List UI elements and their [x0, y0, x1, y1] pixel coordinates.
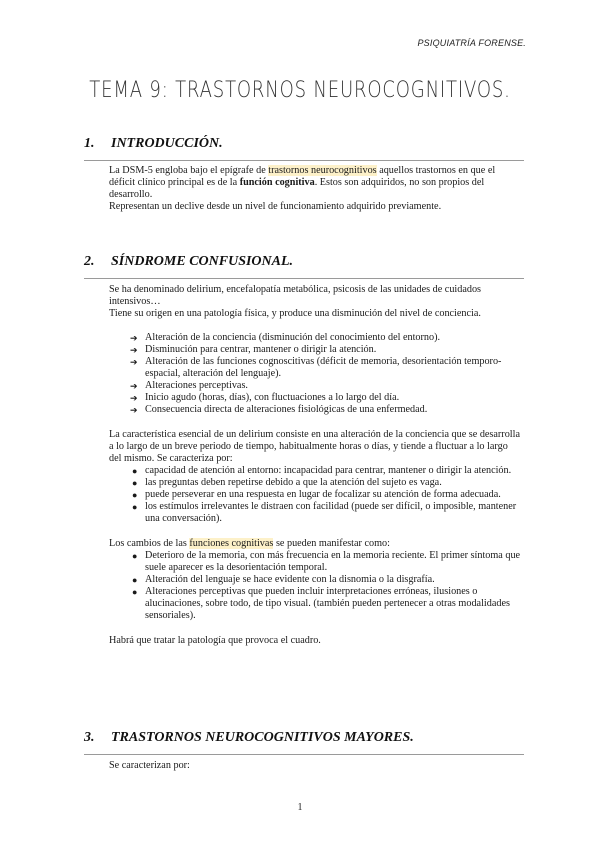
- bullet-icon: ●: [132, 490, 138, 500]
- list-item: ➔ Consecuencia directa de alteraciones fisiológicas de una enfermedad.: [130, 404, 428, 415]
- section-body-trastornos-mayores: [109, 760, 521, 772]
- list-item: ● los estímulos irrelevantes le distraen con facilidad (puede ser difícil, o imposible, mantener una conversación).: [132, 501, 517, 524]
- highlighted-term: funciones cognitivas: [189, 538, 274, 549]
- header-subject: PSIQUIATRÍA FORENSE.: [417, 38, 526, 48]
- paragraph: La característica esencial de un delirium consiste en una alteración de la conciencia que se desarrolla a lo largo de un breve periodo de tiempo, habitualmente horas o días, y tiende a fluctuar a lo largo del mismo. Se caracteriza por:: [109, 429, 520, 464]
- highlighted-term: trastornos neurocognitivos: [268, 165, 377, 176]
- list-item: ➔ Alteraciones perceptivas.: [130, 380, 248, 391]
- section-number: 2.: [84, 254, 95, 269]
- arrow-icon: ➔: [130, 405, 138, 415]
- paragraph: La DSM-5 engloba bajo el epígrafe de trastornos neurocognitivos aquellos trastornos en que el déficit clínico principal es de la función cognitiva. Estos son adquiridos, no son propios del desarrollo.: [109, 165, 496, 200]
- paragraph: Los cambios de las funciones cognitivas se pueden manifestar como:: [109, 538, 390, 549]
- section-body-sindrome-confusional: [109, 284, 521, 647]
- bullet-icon: ●: [132, 587, 138, 597]
- bullet-list: [109, 550, 521, 622]
- section-number: 3.: [84, 730, 95, 745]
- bullet-icon: ●: [132, 575, 138, 585]
- bullet-icon: ●: [132, 478, 138, 488]
- page-title: TEMA 9: TRASTORNOS NEUROCOGNITIVOS.: [89, 78, 511, 103]
- list-item: ● puede perseverar en una respuesta en lugar de focalizar su atención de forma adecuada.: [132, 489, 501, 500]
- section-heading-introduccion: [84, 136, 524, 161]
- list-item: ● las preguntas deben repetirse debido a que la atención del sujeto es vaga.: [132, 477, 442, 488]
- paragraph: Tiene su origen en una patología física, y produce una disminución del nivel de conciencia.: [109, 308, 481, 319]
- page-number: 1: [297, 802, 303, 813]
- section-title: TRASTORNOS NEUROCOGNITIVOS MAYORES.: [111, 730, 414, 745]
- bullet-list: [109, 465, 521, 525]
- arrow-icon: ➔: [130, 333, 138, 343]
- paragraph: Representan un declive desde un nivel de funcionamiento adquirido previamente.: [109, 201, 442, 212]
- paragraph: Habrá que tratar la patología que provoca el cuadro.: [109, 635, 321, 646]
- list-item: ● Deterioro de la memoria, con más frecuencia en la memoria reciente. El primer síntoma que suele aparecer es la desorientación temporal.: [132, 550, 521, 573]
- paragraph: Se caracterizan por:: [109, 760, 190, 771]
- arrow-icon: ➔: [130, 393, 138, 403]
- section-heading-trastornos-mayores: [84, 730, 524, 755]
- section-heading-sindrome-confusional: [84, 254, 524, 279]
- section-number: 1.: [84, 136, 95, 151]
- arrow-icon: ➔: [130, 357, 138, 367]
- bold-term: función cognitiva: [239, 177, 315, 188]
- list-item: ➔ Inicio agudo (horas, días), con fluctuaciones a lo largo del día.: [130, 392, 400, 403]
- bullet-icon: ●: [132, 502, 138, 512]
- paragraph: Se ha denominado delirium, encefalopatía metabólica, psicosis de las unidades de cuidados intensivos…: [109, 284, 482, 307]
- list-item: ➔ Alteración de las funciones cognoscitivas (déficit de memoria, desorientación temporo-espacial, alteración del lenguaje).: [130, 356, 502, 379]
- arrow-icon: ➔: [130, 345, 138, 355]
- arrow-list: [109, 332, 521, 416]
- arrow-icon: ➔: [130, 381, 138, 391]
- list-item: ➔ Disminución para centrar, mantener o dirigir la atención.: [130, 344, 377, 355]
- bullet-icon: ●: [132, 551, 138, 561]
- section-title: SÍNDROME CONFUSIONAL.: [111, 254, 294, 269]
- bullet-icon: ●: [132, 466, 138, 476]
- list-item: ➔ Alteración de la conciencia (disminución del conocimiento del entorno).: [130, 332, 441, 343]
- list-item: ● capacidad de atención al entorno: incapacidad para centrar, mantener o dirigir la atención.: [132, 465, 512, 476]
- list-item: ● Alteración del lenguaje se hace evidente con la disnomia o la disgrafía.: [132, 574, 435, 585]
- section-title: INTRODUCCIÓN.: [111, 136, 223, 151]
- section-body-introduccion: [109, 165, 521, 213]
- list-item: ● Alteraciones perceptivas que pueden incluir interpretaciones erróneas, ilusiones o alucinaciones, sobre todo, de tipo visual. (también pueden pertenecer a otras modalidades sensoriales).: [132, 586, 510, 621]
